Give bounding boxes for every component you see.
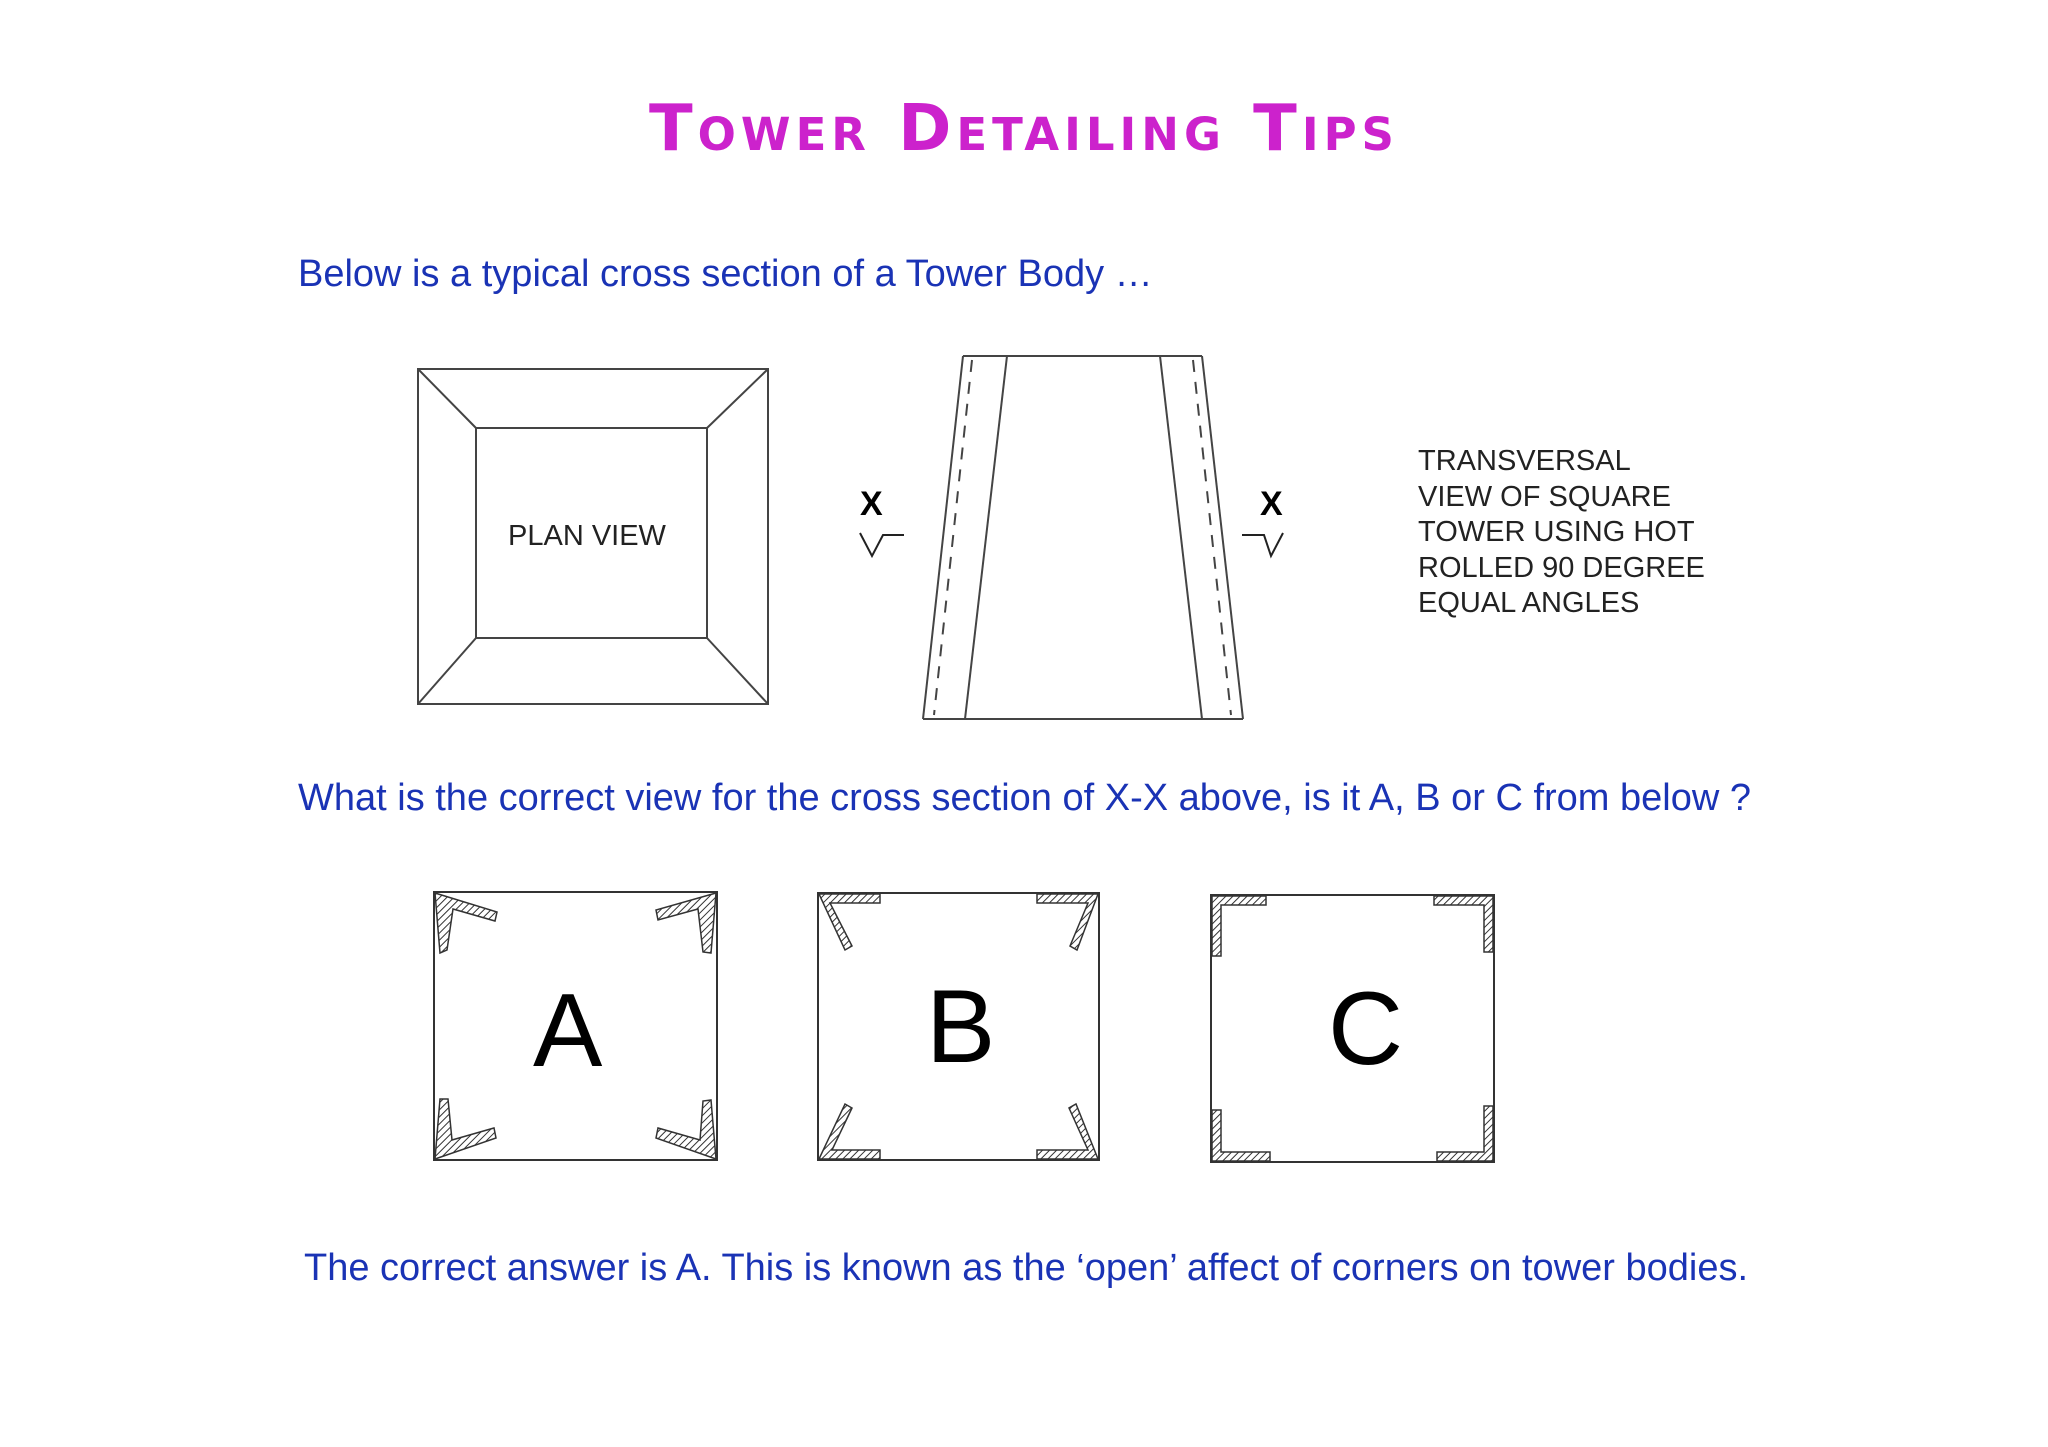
angle-a-tr [656, 893, 716, 953]
plan-view-label: PLAN VIEW [508, 520, 666, 552]
section-marker-left [860, 533, 904, 556]
option-b-label: B [926, 969, 996, 1085]
angle-c-bl [1212, 1110, 1270, 1161]
transversal-line: ROLLED 90 DEGREE [1418, 551, 1705, 584]
option-a-label: A [533, 973, 603, 1089]
transversal-line: TRANSVERSAL [1418, 445, 1631, 477]
transversal-view-note [1418, 444, 1705, 622]
question-text: What is the correct view for the cross section of X-X above, is it A, B or C from below ? [298, 777, 1751, 819]
angle-c-br [1437, 1106, 1493, 1161]
angle-c-tl [1212, 896, 1266, 956]
angle-a-br [656, 1100, 716, 1159]
section-mark-left-label: X [860, 485, 883, 523]
angle-b-tr [1037, 894, 1098, 950]
answer-text: The correct answer is A. This is known as the ‘open’ affect of corners on tower bodies. [304, 1247, 1749, 1289]
section-mark-right-label: X [1260, 485, 1283, 523]
angle-b-bl [819, 1104, 880, 1159]
angle-b-tl [819, 894, 880, 950]
transversal-line: TOWER USING HOT [1418, 516, 1695, 548]
transversal-line: EQUAL ANGLES [1418, 587, 1640, 619]
page-title: Tower Detailing Tips [649, 92, 1399, 166]
angle-b-br [1037, 1104, 1098, 1159]
transversal-line: VIEW OF SQUARE [1418, 480, 1671, 513]
angle-a-tl [435, 893, 497, 953]
option-c-label: C [1328, 971, 1404, 1087]
angle-a-bl [435, 1099, 496, 1159]
tower-side-view-diagram [923, 356, 1243, 719]
angle-c-tr [1434, 896, 1493, 952]
intro-text: Below is a typical cross section of a Tower Body … [298, 253, 1153, 295]
section-marker-right [1242, 533, 1283, 556]
